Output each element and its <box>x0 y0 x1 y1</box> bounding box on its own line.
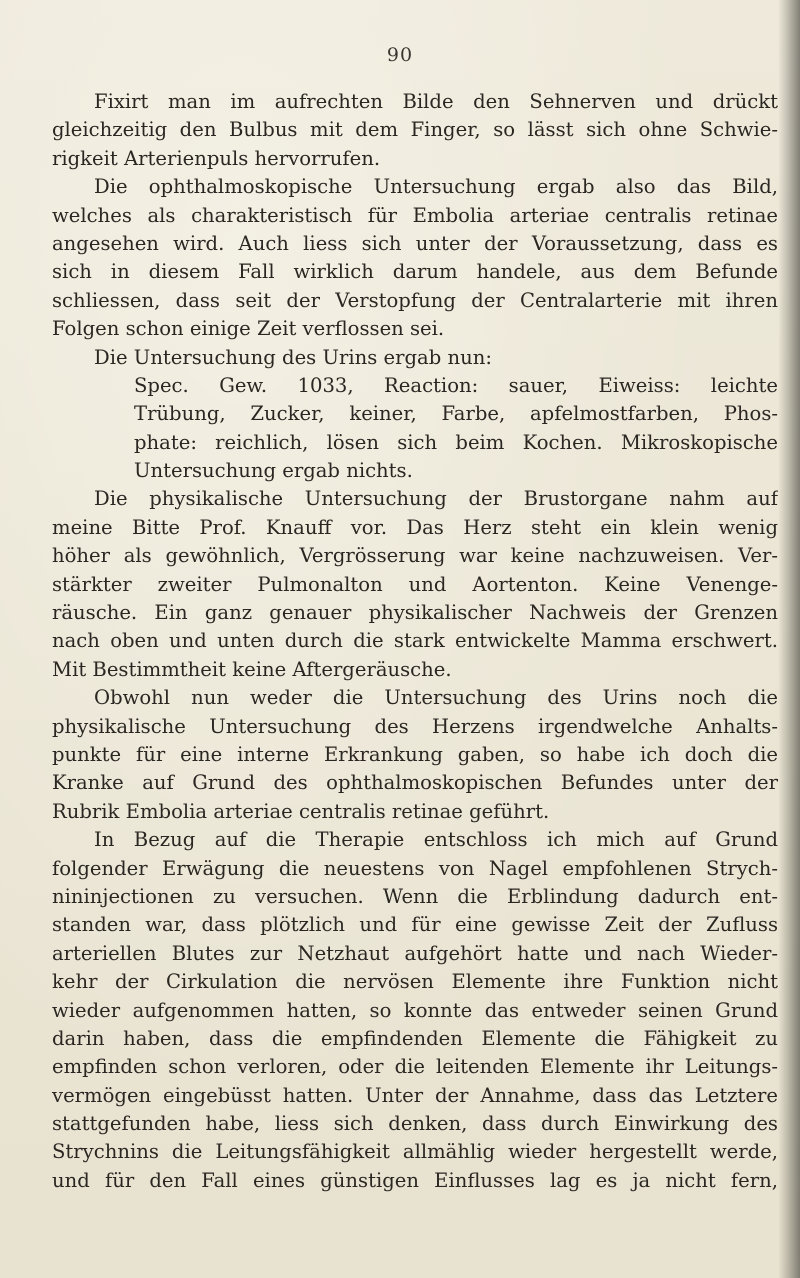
page-edge-shadow <box>778 0 800 1278</box>
text-line: meine Bitte Prof. Knauff vor. Das Herz steht ein klein wenig <box>52 515 778 539</box>
text-line: Mit Bestimmtheit keine Aftergeräusche. <box>52 657 452 681</box>
text-line: stattgefunden habe, liess sich denken, dass durch Einwirkung des <box>52 1112 778 1136</box>
text-line: gleichzeitig den Bulbus mit dem Finger, so lässt sich ohne Schwie- <box>52 118 778 142</box>
text-line: welches als charakteristisch für Embolia arteriae centralis retinae <box>52 203 778 227</box>
text-line: kehr der Cirkulation die nervösen Elemente ihre Funktion nicht <box>52 970 778 994</box>
text-line: sich in diesem Fall wirklich darum handele, aus dem Befunde <box>52 260 778 284</box>
text-line: nach oben und unten durch die stark entwickelte Mamma erschwert. <box>52 629 778 653</box>
text-line: Spec. Gew. 1033, Reaction: sauer, Eiweiss: leichte <box>134 373 778 397</box>
text-line: phate: reichlich, lösen sich beim Kochen. Mikroskopische <box>134 430 778 454</box>
text-line: Fixirt man im aufrechten Bilde den Sehnerven und drückt <box>94 90 778 113</box>
text-line: Die Untersuchung des Urins ergab nun: <box>94 345 492 369</box>
text-line: Strychnins die Leitungsfähigkeit allmählig wieder hergestellt werde, <box>52 1140 778 1164</box>
text-line: Obwohl nun weder die Untersuchung des Urins noch die <box>94 686 778 710</box>
text-line: arteriellen Blutes zur Netzhaut aufgehört hatte und nach Wieder- <box>52 941 778 965</box>
text-line: angesehen wird. Auch liess sich unter der Voraussetzung, dass es <box>52 231 778 255</box>
text-line: Trübung, Zucker, keiner, Farbe, apfelmostfarben, Phos- <box>134 402 778 426</box>
body-text <box>52 88 778 1195</box>
text-line: und für den Fall eines günstigen Einflusses lag es ja nicht fern, <box>52 1168 778 1192</box>
text-line: vermögen eingebüsst hatten. Unter der Annahme, dass das Letztere <box>52 1083 778 1107</box>
text-line: Kranke auf Grund des ophthalmoskopischen Befundes unter der <box>52 771 778 795</box>
text-line: nininjectionen zu versuchen. Wenn die Erblindung dadurch ent- <box>52 884 778 908</box>
text-line: schliessen, dass seit der Verstopfung der Centralarterie mit ihren <box>52 288 778 312</box>
text-line: folgender Erwägung die neuestens von Nagel empfohlenen Strych- <box>52 856 778 880</box>
text-line: standen war, dass plötzlich und für eine gewisse Zeit der Zufluss <box>52 913 778 937</box>
text-line: punkte für eine interne Erkrankung gaben, so habe ich doch die <box>52 742 778 766</box>
text-line: empfinden schon verloren, oder die leitenden Elemente ihr Leitungs- <box>52 1055 778 1079</box>
text-line: Die physikalische Untersuchung der Brustorgane nahm auf <box>94 487 778 511</box>
text-line: physikalische Untersuchung des Herzens irgendwelche Anhalts- <box>52 714 778 738</box>
text-line: Untersuchung ergab nichts. <box>134 459 413 483</box>
text-line: höher als gewöhnlich, Vergrösserung war keine nachzuweisen. Ver- <box>52 544 778 568</box>
page-number: 90 <box>386 44 414 66</box>
text-line: darin haben, dass die empfindenden Elemente die Fähigkeit zu <box>52 1026 778 1050</box>
text-line: wieder aufgenommen hatten, so konnte das entweder seinen Grund <box>52 998 778 1022</box>
text-line: rigkeit Arterienpuls hervorrufen. <box>52 146 381 170</box>
text-line: Folgen schon einige Zeit verflossen sei. <box>52 317 445 341</box>
text-line: In Bezug auf die Therapie entschloss ich mich auf Grund <box>94 828 778 852</box>
text-line: Rubrik Embolia arteriae centralis retinae geführt. <box>52 799 550 823</box>
text-line: stärkter zweiter Pulmonalton und Aortenton. Keine Venenge- <box>52 572 778 596</box>
text-line: räusche. Ein ganz genauer physikalischer Nachweis der Grenzen <box>52 601 778 625</box>
text-line: Die ophthalmoskopische Untersuchung ergab also das Bild, <box>94 175 778 199</box>
